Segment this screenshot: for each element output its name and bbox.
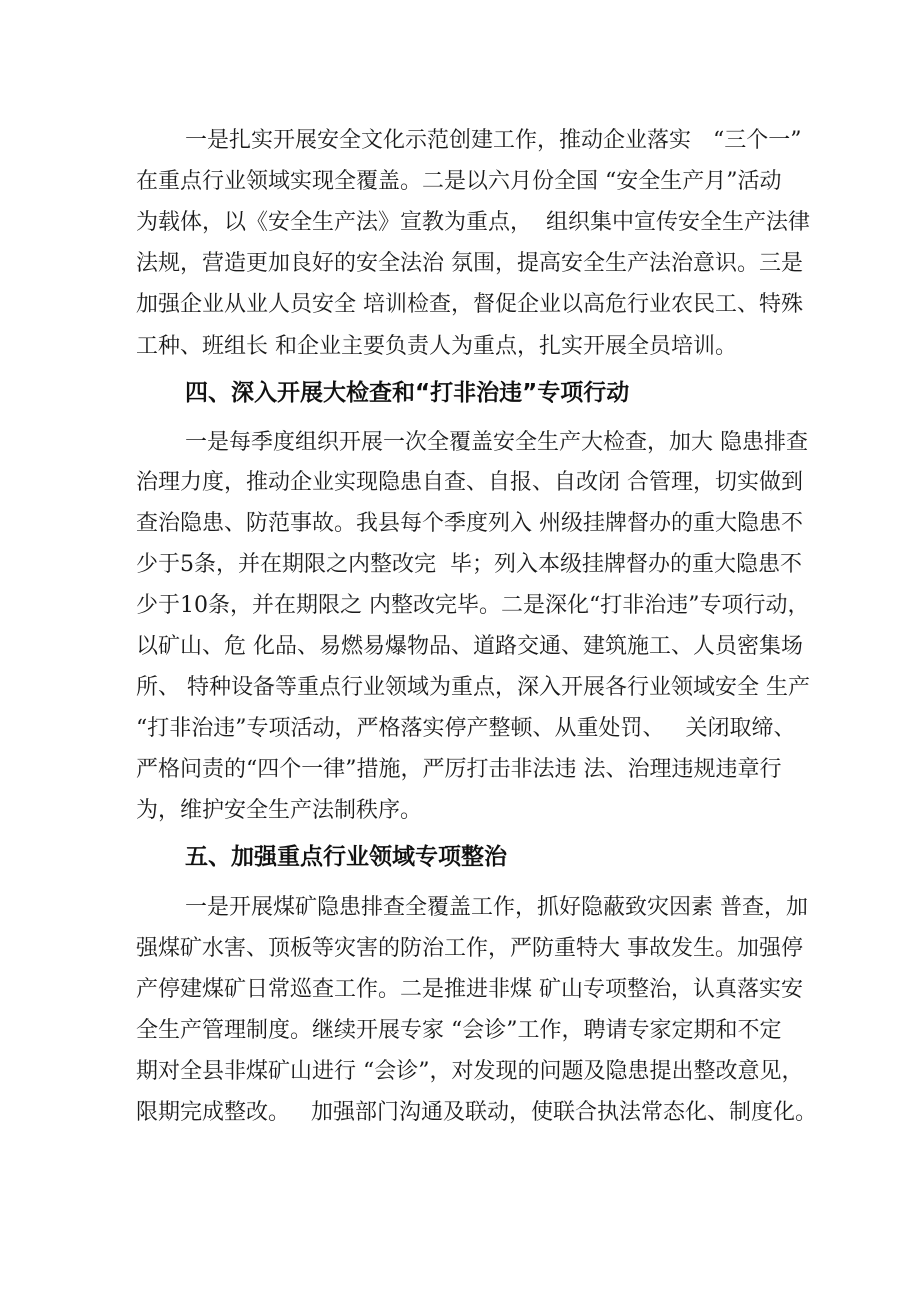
para-1-line-1: 一是扎实开展安全文化示范创建工作，推动企业落实 “三个一”: [185, 128, 802, 153]
para-2-line-6: 以矿山、危 化品、易燃易爆物品、道路交通、建筑施工、人员密集场: [136, 634, 803, 659]
para-2-line-3: 查治隐患、防范事故。我县每个季度列入 州级挂牌督办的重大隐患不: [136, 511, 803, 536]
section-heading-4: 四、深入开展大检查和“打非治违”专项行动: [185, 380, 630, 406]
para-2-line-5: 少于10条，并在期限之 内整改完毕。二是深化“打非治违”专项行动，: [136, 593, 810, 618]
para-3-line-1: 一是开展煤矿隐患排查全覆盖工作，抓好隐蔽致灾因素 普查，加: [185, 895, 808, 920]
para-1-line-3: 为载体，以《安全生产法》宣教为重点， 组织集中宣传安全生产法律: [136, 210, 810, 235]
section-heading-5: 五、加强重点行业领域专项整治: [185, 844, 507, 870]
para-2-line-9: 严格问责的“四个一律”措施，严厉打击非法违 法、治理违规违章行: [136, 757, 782, 782]
para-2-line-2: 治理力度，推动企业实现隐患自查、自报、自改闭 合管理，切实做到: [136, 470, 803, 495]
para-3-line-2: 强煤矿水害、顶板等灾害的防治工作，严防重特大 事故发生。加强停: [136, 936, 803, 961]
para-2-line-7: 所、 特种设备等重点行业领域为重点，深入开展各行业领域安全 生产: [136, 675, 810, 700]
para-2-line-8: “打非治违”专项活动，严格落实停产整顿、从重处罚、 关闭取缔、: [136, 716, 796, 741]
para-2-line-10: 为，维护安全生产法制秩序。: [136, 798, 423, 823]
para-2-line-1: 一是每季度组织开展一次全覆盖安全生产大检查，加大 隐患排查: [185, 430, 808, 455]
para-1-line-6: 工种、班组长 和企业主要负责人为重点，扎实开展全员培训。: [136, 334, 737, 359]
para-1-line-2: 在重点行业领域实现全覆盖。二是以六月份全国 “安全生产月”活动: [136, 169, 782, 194]
para-3-line-3: 产停建煤矿日常巡查工作。二是推进非煤 矿山专项整治，认真落实安: [136, 977, 803, 1002]
para-3-line-6: 限期完成整改。 加强部门沟通及联动，使联合执法常态化、制度化。: [136, 1100, 817, 1125]
para-1-line-4: 法规，营造更加良好的安全法治 氛围，提高安全生产法治意识。三是: [136, 251, 803, 276]
para-3-line-4: 全生产管理制度。继续开展专家 “会诊”工作，聘请专家定期和不定: [136, 1018, 782, 1043]
para-3-line-5: 期对全县非煤矿山进行 “会诊”，对发现的问题及隐患提出整改意见，: [136, 1059, 804, 1084]
para-2-line-4: 少于5条，并在期限之内整改完 毕；列入本级挂牌督办的重大隐患不: [136, 552, 802, 577]
para-1-line-5: 加强企业从业人员安全 培训检查，督促企业以高危行业农民工、特殊: [136, 292, 803, 317]
